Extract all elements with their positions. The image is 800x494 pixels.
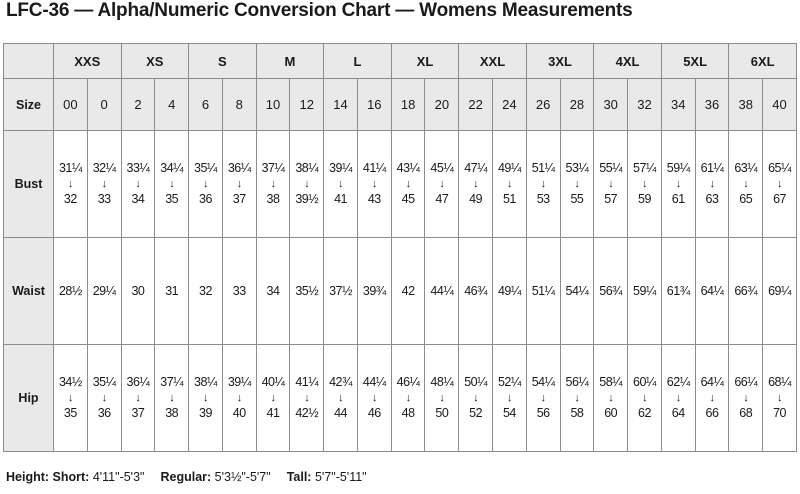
hip-cell bbox=[526, 345, 560, 452]
range-to: 35 bbox=[165, 192, 179, 206]
range-from: 62¼ bbox=[666, 375, 690, 389]
numeric-size-cell: 30 bbox=[594, 79, 628, 131]
range-from: 63¼ bbox=[734, 161, 758, 175]
down-arrow-icon: ↓ bbox=[338, 392, 344, 404]
alpha-size-header: S bbox=[189, 44, 257, 79]
alpha-size-header: XXL bbox=[459, 44, 527, 79]
numeric-size-cell: 36 bbox=[695, 79, 729, 131]
bust-cell bbox=[87, 131, 121, 238]
numeric-size-cell: 20 bbox=[425, 79, 459, 131]
hip-cell bbox=[459, 345, 493, 452]
range-to: 55 bbox=[570, 192, 584, 206]
bust-cell bbox=[54, 131, 88, 238]
bust-cell bbox=[459, 131, 493, 238]
bust-row bbox=[4, 131, 797, 238]
down-arrow-icon: ↓ bbox=[675, 392, 681, 404]
footer-label: Tall: bbox=[286, 470, 312, 484]
hip-cell bbox=[357, 345, 391, 452]
range-to: 65 bbox=[739, 192, 753, 206]
down-arrow-icon: ↓ bbox=[405, 178, 411, 190]
bust-cell bbox=[121, 131, 155, 238]
range-to: 57 bbox=[604, 192, 618, 206]
alpha-size-header: M bbox=[256, 44, 324, 79]
range-from: 58¼ bbox=[599, 375, 623, 389]
range-from: 32¼ bbox=[92, 161, 116, 175]
range-to: 63 bbox=[705, 192, 719, 206]
range-to: 41 bbox=[266, 406, 280, 420]
down-arrow-icon: ↓ bbox=[473, 392, 479, 404]
range-to: 68 bbox=[739, 406, 753, 420]
hip-cell bbox=[189, 345, 223, 452]
footer-value: 4'11"-5'3" bbox=[92, 470, 145, 484]
range-from: 61¼ bbox=[700, 161, 724, 175]
waist-cell: 46¾ bbox=[459, 238, 493, 345]
range-to: 37 bbox=[131, 406, 145, 420]
range-to: 54 bbox=[502, 406, 516, 420]
range-from: 39¼ bbox=[329, 161, 352, 175]
down-arrow-icon: ↓ bbox=[675, 178, 681, 190]
alpha-size-header: XL bbox=[391, 44, 459, 79]
hip-cell bbox=[54, 345, 88, 452]
down-arrow-icon: ↓ bbox=[473, 178, 479, 190]
waist-cell: 49¼ bbox=[493, 238, 527, 345]
range-to: 47 bbox=[435, 192, 449, 206]
down-arrow-icon: ↓ bbox=[439, 178, 445, 190]
range-from: 44¼ bbox=[362, 375, 386, 389]
waist-cell: 42 bbox=[391, 238, 425, 345]
range-from: 53¼ bbox=[565, 161, 589, 175]
range-from: 64¼ bbox=[700, 375, 724, 389]
conversion-table bbox=[3, 43, 797, 452]
hip-cell bbox=[391, 345, 425, 452]
alpha-size-header: L bbox=[324, 44, 392, 79]
bust-cell bbox=[729, 131, 763, 238]
down-arrow-icon: ↓ bbox=[709, 178, 715, 190]
hip-cell bbox=[290, 345, 324, 452]
down-arrow-icon: ↓ bbox=[506, 392, 512, 404]
waist-cell: 59¼ bbox=[628, 238, 662, 345]
range-from: 56¼ bbox=[565, 375, 589, 389]
range-to: 51 bbox=[502, 192, 516, 206]
range-from: 42¾ bbox=[329, 375, 352, 389]
bust-cell bbox=[695, 131, 729, 238]
down-arrow-icon: ↓ bbox=[608, 178, 614, 190]
range-to: 59 bbox=[638, 192, 651, 206]
range-from: 35¼ bbox=[194, 161, 217, 175]
alpha-size-header: 5XL bbox=[661, 44, 729, 79]
bust-cell bbox=[661, 131, 695, 238]
range-to: 58 bbox=[570, 406, 584, 420]
numeric-size-cell: 16 bbox=[357, 79, 391, 131]
range-from: 51¼ bbox=[531, 161, 555, 175]
footer-item bbox=[160, 470, 270, 484]
range-from: 33¼ bbox=[126, 161, 150, 175]
waist-cell: 56¾ bbox=[594, 238, 628, 345]
waist-cell: 35½ bbox=[290, 238, 324, 345]
down-arrow-icon: ↓ bbox=[641, 178, 647, 190]
range-to: 36 bbox=[199, 192, 212, 206]
hip-cell bbox=[594, 345, 628, 452]
down-arrow-icon: ↓ bbox=[304, 392, 310, 404]
hip-cell bbox=[661, 345, 695, 452]
numeric-size-cell: 8 bbox=[222, 79, 256, 131]
down-arrow-icon: ↓ bbox=[67, 392, 73, 404]
bust-cell bbox=[594, 131, 628, 238]
down-arrow-icon: ↓ bbox=[405, 392, 411, 404]
down-arrow-icon: ↓ bbox=[371, 392, 377, 404]
range-to: 53 bbox=[536, 192, 550, 206]
down-arrow-icon: ↓ bbox=[202, 178, 208, 190]
range-from: 34½ bbox=[58, 375, 82, 389]
alpha-size-header: 4XL bbox=[594, 44, 662, 79]
alpha-size-header: 3XL bbox=[526, 44, 594, 79]
hip-cell bbox=[121, 345, 155, 452]
numeric-size-cell: 38 bbox=[729, 79, 763, 131]
down-arrow-icon: ↓ bbox=[743, 178, 749, 190]
hip-cell bbox=[695, 345, 729, 452]
down-arrow-icon: ↓ bbox=[777, 178, 783, 190]
waist-cell: 29¼ bbox=[87, 238, 121, 345]
down-arrow-icon: ↓ bbox=[135, 392, 141, 404]
range-from: 50¼ bbox=[464, 375, 488, 389]
waist-cell: 33 bbox=[222, 238, 256, 345]
numeric-size-row bbox=[4, 79, 797, 131]
numeric-size-cell: 12 bbox=[290, 79, 324, 131]
range-to: 44 bbox=[334, 406, 347, 420]
bust-cell bbox=[155, 131, 189, 238]
waist-cell: 51¼ bbox=[526, 238, 560, 345]
range-from: 52¼ bbox=[497, 375, 521, 389]
footer-label: Regular: bbox=[160, 470, 212, 484]
range-from: 34¼ bbox=[160, 161, 184, 175]
bust-cell bbox=[256, 131, 290, 238]
range-to: 46 bbox=[367, 406, 381, 420]
numeric-size-cell: 18 bbox=[391, 79, 425, 131]
footer-label: Height: Short: bbox=[6, 470, 90, 484]
footer-item bbox=[6, 470, 144, 484]
range-from: 37¼ bbox=[261, 161, 285, 175]
numeric-size-cell: 32 bbox=[628, 79, 662, 131]
range-to: 35 bbox=[63, 406, 77, 420]
numeric-size-cell: 4 bbox=[155, 79, 189, 131]
bust-cell bbox=[628, 131, 662, 238]
down-arrow-icon: ↓ bbox=[270, 392, 276, 404]
range-from: 37¼ bbox=[160, 375, 184, 389]
numeric-size-cell: 10 bbox=[256, 79, 290, 131]
bust-cell bbox=[493, 131, 527, 238]
bust-cell bbox=[763, 131, 797, 238]
range-to: 45 bbox=[401, 192, 415, 206]
down-arrow-icon: ↓ bbox=[371, 178, 377, 190]
numeric-size-cell: 26 bbox=[526, 79, 560, 131]
range-from: 36¼ bbox=[126, 375, 150, 389]
range-from: 40¼ bbox=[261, 375, 285, 389]
down-arrow-icon: ↓ bbox=[574, 392, 580, 404]
numeric-size-cell: 22 bbox=[459, 79, 493, 131]
row-label-waist: Waist bbox=[4, 238, 54, 345]
down-arrow-icon: ↓ bbox=[67, 178, 73, 190]
range-from: 60¼ bbox=[633, 375, 656, 389]
down-arrow-icon: ↓ bbox=[202, 392, 208, 404]
numeric-size-cell: 6 bbox=[189, 79, 223, 131]
waist-cell: 39¾ bbox=[357, 238, 391, 345]
range-to: 43 bbox=[367, 192, 381, 206]
range-to: 38 bbox=[165, 406, 179, 420]
range-from: 66¼ bbox=[734, 375, 758, 389]
down-arrow-icon: ↓ bbox=[506, 178, 512, 190]
down-arrow-icon: ↓ bbox=[236, 178, 242, 190]
range-from: 38¼ bbox=[194, 375, 217, 389]
down-arrow-icon: ↓ bbox=[169, 178, 175, 190]
down-arrow-icon: ↓ bbox=[641, 392, 647, 404]
hip-cell bbox=[222, 345, 256, 452]
footer-item bbox=[287, 470, 367, 484]
range-from: 38¼ bbox=[295, 161, 319, 175]
alpha-size-row bbox=[4, 44, 797, 79]
down-arrow-icon: ↓ bbox=[169, 392, 175, 404]
numeric-size-cell: 28 bbox=[560, 79, 594, 131]
waist-cell: 54¼ bbox=[560, 238, 594, 345]
range-from: 31¼ bbox=[58, 161, 82, 175]
range-to: 67 bbox=[773, 192, 786, 206]
range-to: 36 bbox=[97, 406, 111, 420]
bust-cell bbox=[290, 131, 324, 238]
hip-row bbox=[4, 345, 797, 452]
numeric-size-cell: 2 bbox=[121, 79, 155, 131]
row-label-size: Size bbox=[4, 79, 54, 131]
range-from: 41¼ bbox=[295, 375, 319, 389]
range-from: 45¼ bbox=[430, 161, 454, 175]
down-arrow-icon: ↓ bbox=[439, 392, 445, 404]
down-arrow-icon: ↓ bbox=[574, 178, 580, 190]
footer-value: 5'3½"-5'7" bbox=[214, 470, 271, 484]
range-to: 60 bbox=[604, 406, 618, 420]
range-to: 48 bbox=[401, 406, 415, 420]
waist-cell: 28½ bbox=[54, 238, 88, 345]
bust-cell bbox=[189, 131, 223, 238]
numeric-size-cell: 24 bbox=[493, 79, 527, 131]
down-arrow-icon: ↓ bbox=[101, 178, 107, 190]
hip-cell bbox=[425, 345, 459, 452]
range-to: 56 bbox=[536, 406, 550, 420]
hip-cell bbox=[763, 345, 797, 452]
waist-cell: 64¼ bbox=[695, 238, 729, 345]
alpha-size-header: 6XL bbox=[729, 44, 797, 79]
range-to: 34 bbox=[131, 192, 145, 206]
down-arrow-icon: ↓ bbox=[540, 178, 546, 190]
waist-cell: 61¾ bbox=[661, 238, 695, 345]
range-to: 38 bbox=[266, 192, 280, 206]
waist-cell: 32 bbox=[189, 238, 223, 345]
hip-cell bbox=[256, 345, 290, 452]
range-to: 50 bbox=[435, 406, 449, 420]
hip-cell bbox=[493, 345, 527, 452]
bust-cell bbox=[357, 131, 391, 238]
down-arrow-icon: ↓ bbox=[270, 178, 276, 190]
bust-cell bbox=[526, 131, 560, 238]
range-from: 54¼ bbox=[531, 375, 555, 389]
range-to: 32 bbox=[63, 192, 77, 206]
hip-cell bbox=[729, 345, 763, 452]
range-from: 46¼ bbox=[396, 375, 420, 389]
waist-cell: 66¾ bbox=[729, 238, 763, 345]
down-arrow-icon: ↓ bbox=[304, 178, 310, 190]
range-from: 55¼ bbox=[599, 161, 623, 175]
range-to: 70 bbox=[773, 406, 786, 420]
hip-cell bbox=[560, 345, 594, 452]
range-to: 40 bbox=[232, 406, 246, 420]
range-from: 36¼ bbox=[227, 161, 251, 175]
row-label-bust: Bust bbox=[4, 131, 54, 238]
range-from: 43¼ bbox=[396, 161, 420, 175]
corner-cell bbox=[4, 44, 54, 79]
range-to: 33 bbox=[97, 192, 111, 206]
range-to: 64 bbox=[671, 406, 685, 420]
waist-cell: 31 bbox=[155, 238, 189, 345]
page-title: LFC-36 — Alpha/Numeric Conversion Chart — Womens Measurements bbox=[6, 0, 633, 21]
footer-value: 5'7"-5'11" bbox=[314, 470, 367, 484]
row-label-hip: Hip bbox=[4, 345, 54, 452]
range-from: 35¼ bbox=[92, 375, 116, 389]
down-arrow-icon: ↓ bbox=[101, 392, 107, 404]
numeric-size-cell: 40 bbox=[763, 79, 797, 131]
range-from: 39¼ bbox=[227, 375, 251, 389]
range-to: 39 bbox=[199, 406, 212, 420]
range-from: 65¼ bbox=[768, 161, 791, 175]
bust-cell bbox=[391, 131, 425, 238]
numeric-size-cell: 14 bbox=[324, 79, 358, 131]
waist-cell: 34 bbox=[256, 238, 290, 345]
waist-cell: 69¼ bbox=[763, 238, 797, 345]
alpha-size-header: XXS bbox=[54, 44, 122, 79]
range-to: 39½ bbox=[295, 192, 319, 206]
range-to: 52 bbox=[469, 406, 483, 420]
numeric-size-cell: 00 bbox=[54, 79, 88, 131]
numeric-size-cell: 34 bbox=[661, 79, 695, 131]
down-arrow-icon: ↓ bbox=[709, 392, 715, 404]
hip-cell bbox=[324, 345, 358, 452]
waist-cell: 30 bbox=[121, 238, 155, 345]
range-from: 68¼ bbox=[768, 375, 791, 389]
range-to: 62 bbox=[638, 406, 651, 420]
down-arrow-icon: ↓ bbox=[236, 392, 242, 404]
bust-cell bbox=[560, 131, 594, 238]
bust-cell bbox=[222, 131, 256, 238]
down-arrow-icon: ↓ bbox=[608, 392, 614, 404]
range-to: 61 bbox=[671, 192, 685, 206]
range-from: 41¼ bbox=[362, 161, 386, 175]
down-arrow-icon: ↓ bbox=[777, 392, 783, 404]
down-arrow-icon: ↓ bbox=[338, 178, 344, 190]
range-to: 66 bbox=[705, 406, 719, 420]
range-to: 49 bbox=[469, 192, 483, 206]
hip-cell bbox=[87, 345, 121, 452]
hip-cell bbox=[155, 345, 189, 452]
hip-cell bbox=[628, 345, 662, 452]
bust-cell bbox=[324, 131, 358, 238]
alpha-size-header: XS bbox=[121, 44, 189, 79]
waist-row bbox=[4, 238, 797, 345]
down-arrow-icon: ↓ bbox=[743, 392, 749, 404]
height-footer bbox=[6, 470, 383, 484]
numeric-size-cell: 0 bbox=[87, 79, 121, 131]
range-to: 41 bbox=[334, 192, 347, 206]
range-from: 59¼ bbox=[666, 161, 690, 175]
bust-cell bbox=[425, 131, 459, 238]
range-from: 57¼ bbox=[633, 161, 656, 175]
down-arrow-icon: ↓ bbox=[135, 178, 141, 190]
range-from: 48¼ bbox=[430, 375, 454, 389]
waist-cell: 37½ bbox=[324, 238, 358, 345]
down-arrow-icon: ↓ bbox=[540, 392, 546, 404]
range-to: 42½ bbox=[295, 406, 319, 420]
range-from: 49¼ bbox=[497, 161, 521, 175]
range-to: 37 bbox=[232, 192, 246, 206]
range-from: 47¼ bbox=[464, 161, 488, 175]
waist-cell: 44¼ bbox=[425, 238, 459, 345]
